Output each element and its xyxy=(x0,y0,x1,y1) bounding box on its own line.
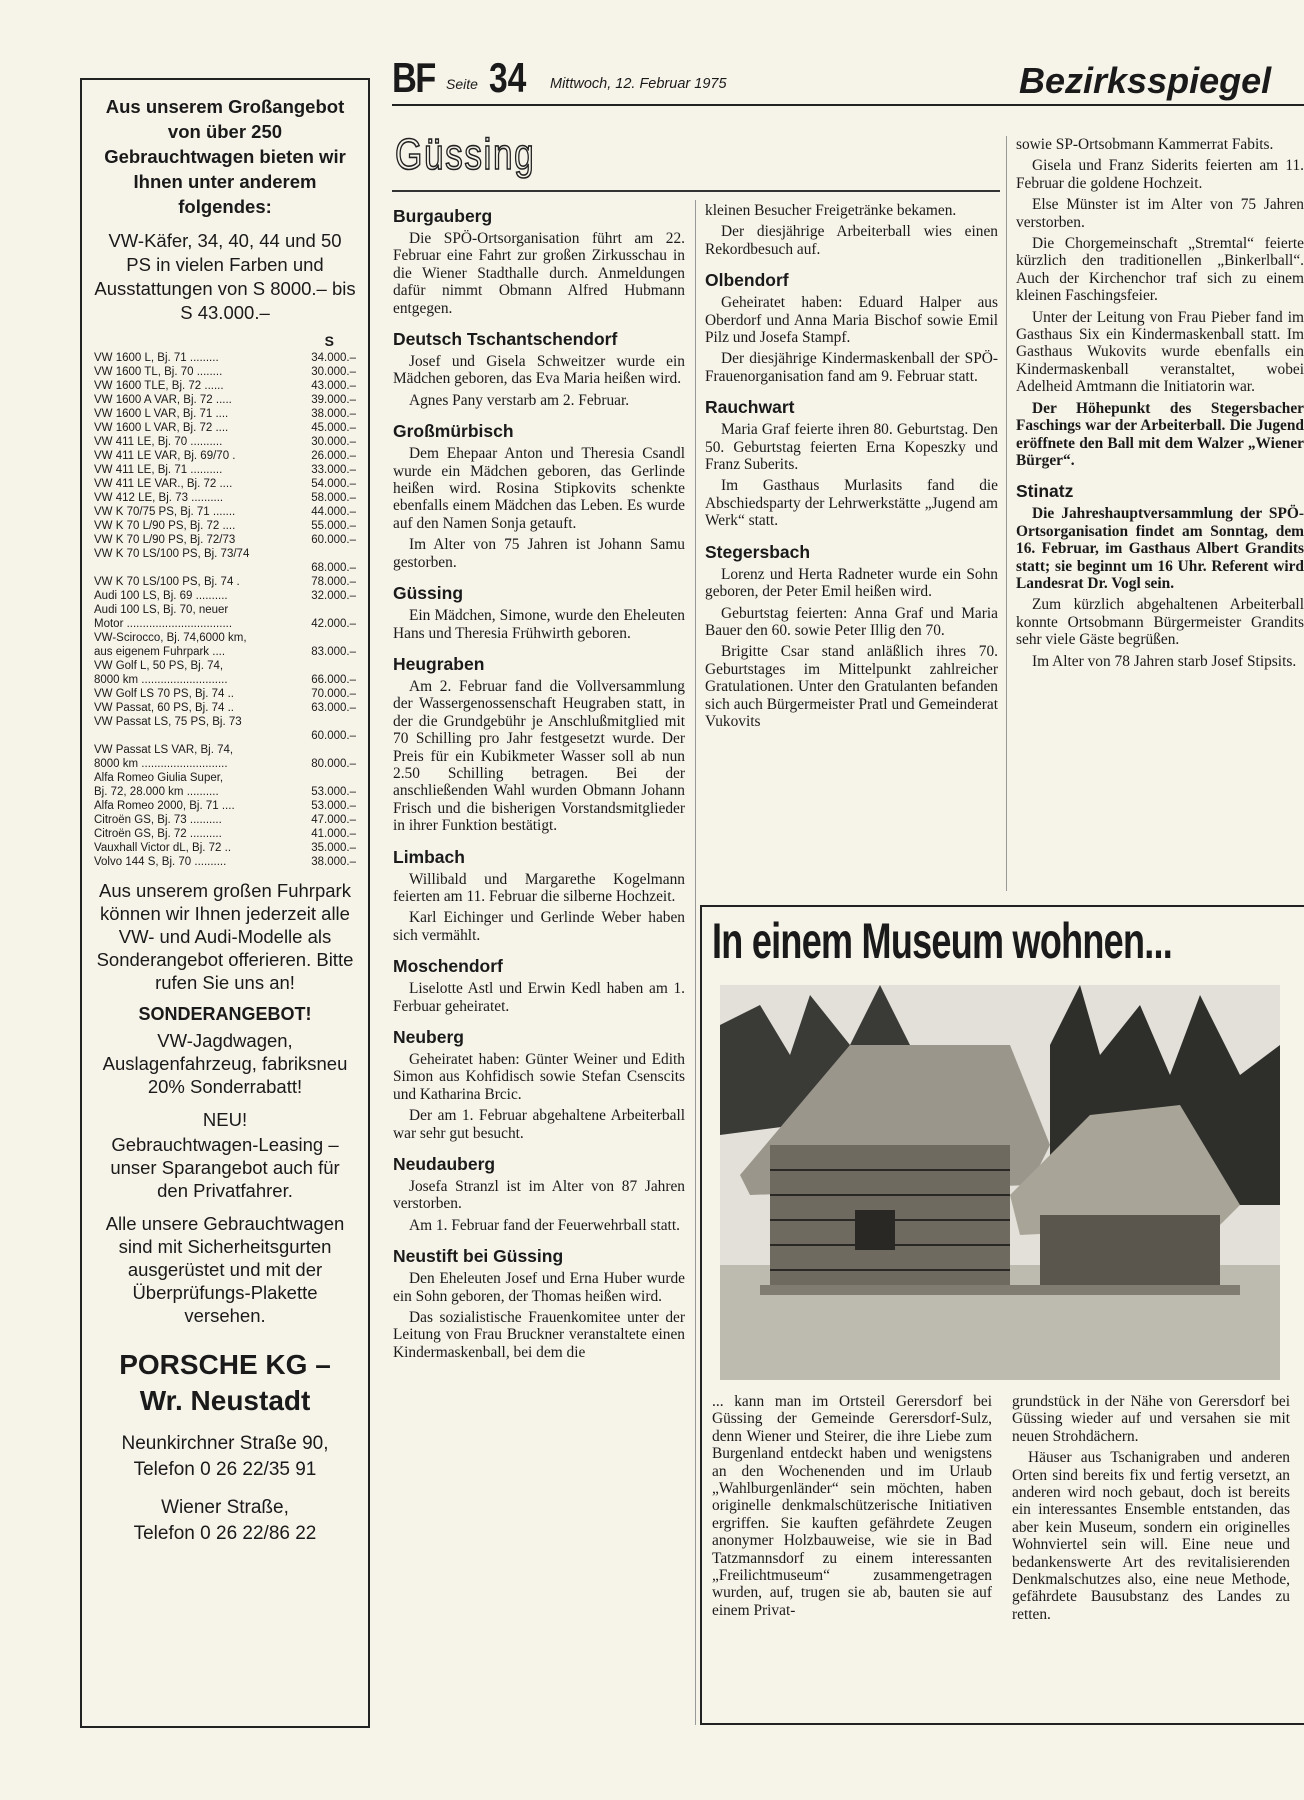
feature-paragraph: ... kann man im Ortsteil Gerersdorf bei Güssing der Gemeinde Gerersdorf-Sulz, denn Wiener und Steirer, die ihre Liebe zum Burgenland entdeckt haben und wenigstens an den Wochenenden und im Urlaub „Wahlburgenländer“ sein möchten, haben originelle denkmalschützerische Initiativen ergriffen. Sie kauften gefährdete Zeugen anonymer Holzbauweise, wie sie in Bad Tatzmannsdorf zu einem interessanten „Freilichtmuseum“ zusammengetragen wurden, auf, trugen sie ab, bauten sie auf einem Privat- xyxy=(712,1393,992,1619)
news-paragraph: Else Münster ist im Alter von 75 Jahren verstorben. xyxy=(1016,196,1304,231)
car-price-row xyxy=(94,631,356,645)
news-paragraph: Am 1. Februar fand der Feuerwehrball statt. xyxy=(409,1216,680,1234)
car-model: VW 411 LE VAR., Bj. 72 .... xyxy=(94,478,233,490)
car-price-row xyxy=(94,617,356,631)
car-price: 34.000.– xyxy=(311,352,356,364)
car-price: 32.000.– xyxy=(311,590,356,602)
news-paragraph: Lorenz und Herta Radneter wurde ein Sohn geboren, der Peter Emil heißen wird. xyxy=(705,565,998,601)
place-heading: Olbendorf xyxy=(705,270,789,291)
feature-paragraph: grundstück in der Nähe von Gerersdorf bei Güssing wieder auf und versahen sie mit neuen Strohdächern. xyxy=(1012,1393,1290,1445)
news-paragraph: Dem Ehepaar Anton und Theresia Csandl wurde ein Mädchen geboren, das Gerlinde heißen wird. Rosina Stipkovits schenkte ebenfalls einem Mädchen das Leben. Es wurde auf den Namen Sonja getauft. xyxy=(393,445,685,532)
feature-paragraph: Häuser aus Tschanigraben und anderen Orten sind bereits fix und fertig versetzt, an anderen wird noch gebaut, doch ist bereits ein interessantes Ensemble entstanden, das aber kein Museum, sondern ein originelles Wohnviertel sein will. Eine neue und bedankenswerte Art des revitalisierenden Denkmalschutzes also, eine neue Methode, gefährdete Bausubstanz des Landes zu retten. xyxy=(1012,1449,1290,1623)
car-dealer-ad xyxy=(80,78,370,1728)
car-model: VW 1600 L VAR, Bj. 72 .... xyxy=(94,422,229,434)
car-model xyxy=(94,561,293,575)
ad-safety-text: Alle unsere Gebrauchtwagen sind mit Sicherheitsgurten ausgerüstet und mit der Überprüfungs-Plakette versehen. xyxy=(105,1213,345,1326)
car-price-row xyxy=(94,701,356,715)
car-price-row xyxy=(94,673,356,687)
car-model: VW 1600 L, Bj. 71 ......... xyxy=(94,352,219,364)
news-paragraph: Unter der Leitung von Frau Pieber fand im Gasthaus Six ein Kindermaskenball statt. Im Gasthaus Wukovits wurde ebenfalls ein Kindermaskenball veranstaltet, wobei Adelheid Amtmann die Initiatorin war. xyxy=(1016,308,1304,396)
car-price: 63.000.– xyxy=(311,702,356,714)
car-model: VW K 70 L/90 PS, Bj. 72/73 xyxy=(94,534,236,546)
car-price: 30.000.– xyxy=(311,366,356,378)
car-price-row xyxy=(94,813,356,827)
car-model: VW 411 LE, Bj. 70 .......... xyxy=(94,436,223,448)
car-price: 54.000.– xyxy=(311,478,356,490)
car-price-row xyxy=(94,659,356,673)
car-model: 8000 km ........................... xyxy=(94,758,228,770)
car-price-row xyxy=(94,561,356,575)
car-price: 26.000.– xyxy=(311,450,356,462)
car-price-row xyxy=(94,743,356,757)
car-model: VW K 70 LS/100 PS, Bj. 74 . xyxy=(94,576,240,588)
car-model: VW Golf L, 50 PS, Bj. 74, xyxy=(94,660,224,672)
car-model: aus eigenem Fuhrpark .... xyxy=(94,646,226,658)
place-heading: Güssing xyxy=(393,583,464,604)
news-paragraph: Ein Mädchen, Simone, wurde den Eheleuten Hans und Theresia Frühwirth geboren. xyxy=(393,607,685,642)
car-price-row xyxy=(94,379,356,393)
car-model: Citroën GS, Bj. 72 .......... xyxy=(94,828,222,840)
news-column-3 xyxy=(1016,136,1304,674)
car-price: 47.000.– xyxy=(311,814,356,826)
news-paragraph: Maria Graf feierte ihren 80. Geburtstag. Den 50. Geburtstag feierten Erna Kopeszky und Franz Suberits. xyxy=(705,421,998,474)
dealer-name-line2: Wr. Neustadt xyxy=(139,1385,311,1416)
news-paragraph: Agnes Pany verstarb am 2. Februar. xyxy=(409,391,630,409)
car-price-row xyxy=(94,435,356,449)
car-price-row xyxy=(94,463,356,477)
feature-text-column-2 xyxy=(1012,1393,1290,1627)
car-price-row xyxy=(94,519,356,533)
car-price-row xyxy=(94,757,356,771)
car-price: 39.000.– xyxy=(311,394,356,406)
car-model: VW Passat LS VAR, Bj. 74, xyxy=(94,744,234,756)
news-column-1 xyxy=(393,202,685,1365)
car-price-row xyxy=(94,715,356,729)
car-model: Bj. 72, 28.000 km .......... xyxy=(94,786,219,798)
news-paragraph: kleinen Besucher Freigetränke bekamen. xyxy=(705,202,957,219)
car-price: 80.000.– xyxy=(311,758,356,770)
dealer-phone-1: Telefon 0 26 22/35 91 xyxy=(133,1459,317,1480)
issue-date: Mittwoch, 12. Februar 1975 xyxy=(550,76,727,92)
place-heading: Großmürbisch xyxy=(393,421,514,442)
car-price: 83.000.– xyxy=(311,646,356,658)
car-model: Citroën GS, Bj. 73 .......... xyxy=(94,814,222,826)
car-price: 45.000.– xyxy=(311,422,356,434)
news-paragraph: Gisela und Franz Siderits feierten am 11. Februar die goldene Hochzeit. xyxy=(1016,157,1304,192)
news-paragraph: Den Eheleuten Josef und Erna Huber wurde ein Sohn geboren, der Thomas heißen wird. xyxy=(393,1270,685,1305)
car-price-row xyxy=(94,855,356,869)
place-heading: Neudauberg xyxy=(393,1154,496,1175)
car-price xyxy=(293,659,356,673)
news-paragraph: Geheiratet haben: Eduard Halper aus Oberdorf und Anna Maria Bischof sowie Emil Pilz und Josefa Stampf. xyxy=(705,294,998,347)
news-paragraph: Das sozialistische Frauenkomitee unter der Leitung von Frau Bruckner veranstaltete einen Kindermaskenball, bei dem die xyxy=(393,1309,685,1361)
place-heading: Stinatz xyxy=(1016,481,1074,502)
car-model: Motor ................................. xyxy=(94,618,233,630)
car-price: 70.000.– xyxy=(311,688,356,700)
news-paragraph: Die Jahreshauptversammlung der SPÖ-Ortsorganisation findet am Sonntag, dem 16. Februar, im Gasthaus Albert Grandits statt; sie beginnt um 16 Uhr. Referent wird Landesrat Dr. Vogl sein. xyxy=(1016,505,1304,592)
car-price-list xyxy=(94,351,356,869)
car-price: 53.000.– xyxy=(311,786,356,798)
news-paragraph: Am 2. Februar fand die Vollversammlung der Wassergenossenschaft Heugraben statt, in der die Grundgebühr je Anschlußmitglied mit 70 Schilling pro Jahr festgesetzt wurde. Der Preis für ein Kubikmeter Wasser soll ab nun 2.50 Schilling betragen. Bei der anschließenden Wahl wurden Obmann Johann Frisch und die bisherigen Vorstandsmitglieder in ihrer Funktion bestätigt. xyxy=(393,677,685,835)
car-model: VW-Scirocco, Bj. 74,6000 km, xyxy=(94,632,247,644)
car-price-row xyxy=(94,393,356,407)
car-price: 33.000.– xyxy=(311,464,356,476)
car-model: VW Passat, 60 PS, Bj. 74 .. xyxy=(94,702,234,714)
news-paragraph: Im Alter von 75 Jahren ist Johann Samu gestorben. xyxy=(393,536,685,571)
car-price: 68.000.– xyxy=(311,562,356,574)
car-price: 55.000.– xyxy=(311,520,356,532)
car-price-row xyxy=(94,505,356,519)
car-model xyxy=(94,729,293,743)
car-model: VW K 70 L/90 PS, Bj. 72 .... xyxy=(94,520,236,532)
place-heading: Heugraben xyxy=(393,653,485,674)
news-paragraph: Geheiratet haben: Günter Weiner und Edith Simon aus Kohfidisch sowie Stefan Csenscits und Katharina Brcic. xyxy=(393,1051,685,1103)
column-divider xyxy=(1006,136,1007,891)
place-heading: Rauchwart xyxy=(705,397,795,418)
car-price-row xyxy=(94,547,356,561)
ad-fuhrpark-text: Aus unserem großen Fuhrpark können wir Ihnen jederzeit alle VW- und Audi-Modelle als Sonderangebot offerieren. Bitte rufen Sie uns an! xyxy=(96,880,354,993)
news-paragraph: Der Höhepunkt des Stegersbacher Faschings war der Arbeiterball. Die Jugend eröffnete den Ball mit dem Walzer „Wiener Bürger“. xyxy=(1016,399,1304,469)
car-price-row xyxy=(94,533,356,547)
dealer-address-1: Neunkirchner Straße 90, xyxy=(121,1433,329,1454)
ad-sonder-heading: SONDERANGEBOT! xyxy=(138,1004,312,1024)
car-price xyxy=(293,715,356,729)
place-heading: Burgauberg xyxy=(393,206,493,226)
ad-vw-range: VW-Käfer, 34, 40, 44 und 50 PS in vielen Farben und Ausstattungen von S 8000.– bis S 43.000.– xyxy=(94,230,356,323)
car-price: 66.000.– xyxy=(311,674,356,686)
car-price: 35.000.– xyxy=(311,842,356,854)
section-title: Bezirksspiegel xyxy=(1019,60,1272,101)
car-price-row xyxy=(94,785,356,799)
car-price-row xyxy=(94,827,356,841)
car-model: VW 412 LE, Bj. 73 .......... xyxy=(94,492,224,504)
news-paragraph: Im Alter von 78 Jahren starb Josef Stipsits. xyxy=(1032,652,1297,670)
car-model: VW K 70 LS/100 PS, Bj. 73/74 xyxy=(94,548,250,560)
page-title: Güssing xyxy=(395,130,536,179)
ad-intro: Aus unserem Großangebot von über 250 Gebrauchtwagen bieten wir Ihnen unter anderem folgendes: xyxy=(104,96,346,217)
car-price-row xyxy=(94,407,356,421)
news-paragraph: Die Chorgemeinschaft „Stremtal“ feierte kürzlich den traditionellen „Binkerlball“. Auch der Kirchenchor traf sich zu einem kleinen Faschingsfeier. xyxy=(1016,235,1304,305)
car-price-row xyxy=(94,799,356,813)
car-price: 44.000.– xyxy=(311,506,356,518)
car-price xyxy=(293,743,356,757)
header-rule xyxy=(392,104,1304,106)
news-paragraph: Im Gasthaus Murlasits fand die Abschiedsparty der Lehrwerkstätte „Jugend am Werk“ statt. xyxy=(705,477,998,530)
car-price: 38.000.– xyxy=(311,408,356,420)
ad-sonder-text: VW-Jagdwagen, Auslagenfahrzeug, fabriksneu 20% Sonderrabatt! xyxy=(102,1030,348,1097)
dealer-phone-2: Telefon 0 26 22/86 22 xyxy=(133,1523,317,1544)
car-price xyxy=(293,771,356,785)
car-price: 60.000.– xyxy=(311,730,356,742)
car-price: 60.000.– xyxy=(311,534,356,546)
car-price-row xyxy=(94,771,356,785)
car-model: VW 1600 A VAR, Bj. 72 ..... xyxy=(94,394,232,406)
car-model: Volvo 144 S, Bj. 70 .......... xyxy=(94,856,227,868)
car-price-row xyxy=(94,729,356,743)
news-paragraph: Die SPÖ-Ortsorganisation führt am 22. Februar eine Fahrt zur großen Zirkusschau in die Wiener Stadthalle durch. Anmeldungen dafür nimmt Obmann Alfred Hubmann entgegen. xyxy=(393,230,685,317)
car-price-row xyxy=(94,687,356,701)
news-paragraph: sowie SP-Ortsobmann Kammerrat Fabits. xyxy=(1016,136,1274,153)
page-header xyxy=(392,54,1304,106)
news-column-2 xyxy=(705,202,998,734)
column-divider xyxy=(695,200,696,1725)
car-model: VW 1600 L VAR, Bj. 71 .... xyxy=(94,408,229,420)
car-price-row xyxy=(94,365,356,379)
place-heading: Deutsch Tschantschendorf xyxy=(393,329,618,350)
car-price xyxy=(293,547,356,561)
place-heading: Neustift bei Güssing xyxy=(393,1246,564,1267)
news-paragraph: Brigitte Csar stand anläßlich ihres 70. Geburtstages im Mittelpunkt zahlreicher Gratulationen. Unter den Gratulanten befanden sich auch Bürgermeister Pratl und Gemeinderat Vukovits xyxy=(705,643,998,730)
place-heading: Limbach xyxy=(393,846,465,867)
news-paragraph: Liselotte Astl und Erwin Kedl haben am 1. Ferbuar geheiratet. xyxy=(393,980,685,1015)
news-paragraph: Der diesjährige Kindermaskenball der SPÖ-Frauenorganisation fand am 9. Februar statt. xyxy=(705,350,998,385)
news-paragraph: Josef und Gisela Schweitzer wurde ein Mädchen geboren, das Eva Maria heißen wird. xyxy=(393,353,685,388)
car-price: 78.000.– xyxy=(311,576,356,588)
car-price-row xyxy=(94,841,356,855)
car-price-row xyxy=(94,603,356,617)
car-price: 41.000.– xyxy=(311,828,356,840)
car-price-row xyxy=(94,449,356,463)
news-paragraph: Der diesjährige Arbeiterball wies einen Rekordbesuch auf. xyxy=(705,223,998,258)
dealer-name-line1: PORSCHE KG – xyxy=(119,1349,331,1380)
ad-neu-heading: NEU! xyxy=(202,1109,248,1130)
place-heading: Moschendorf xyxy=(393,956,503,977)
car-price: 42.000.– xyxy=(311,618,356,630)
title-rule xyxy=(392,190,1000,192)
car-model: VW 411 LE, Bj. 71 .......... xyxy=(94,464,223,476)
feature-headline: In einem Museum wohnen... xyxy=(712,913,1173,969)
car-model: VW 411 LE VAR, Bj. 69/70 . xyxy=(94,450,236,462)
place-heading: Neuberg xyxy=(393,1027,464,1047)
car-model: VW 1600 TLE, Bj. 72 ...... xyxy=(94,380,224,392)
car-price: 38.000.– xyxy=(311,856,356,868)
car-price-row xyxy=(94,351,356,365)
place-heading: Stegersbach xyxy=(705,541,811,562)
car-model: VW 1600 TL, Bj. 70 ........ xyxy=(94,366,223,378)
car-model: Audi 100 LS, Bj. 69 .......... xyxy=(94,590,228,602)
car-model: VW Golf LS 70 PS, Bj. 74 .. xyxy=(94,688,234,700)
car-price xyxy=(293,631,356,645)
car-price: 43.000.– xyxy=(311,380,356,392)
car-price: 53.000.– xyxy=(311,800,356,812)
car-price xyxy=(293,603,356,617)
car-price-row xyxy=(94,589,356,603)
car-price-row xyxy=(94,421,356,435)
news-paragraph: Der am 1. Februar abgehaltene Arbeiterball war sehr gut besucht. xyxy=(393,1107,685,1142)
car-price-row xyxy=(94,575,356,589)
newspaper-brand: BF xyxy=(392,54,435,101)
car-model: Alfa Romeo Giulia Super, xyxy=(94,772,224,784)
car-model: Audi 100 LS, Bj. 70, neuer xyxy=(94,604,229,616)
news-paragraph: Josefa Stranzl ist im Alter von 87 Jahren verstorben. xyxy=(393,1178,685,1213)
dealer-address-2: Wiener Straße, xyxy=(161,1497,289,1518)
car-model: Vauxhall Victor dL, Bj. 72 .. xyxy=(94,842,232,854)
price-currency-label: S xyxy=(324,333,334,349)
news-paragraph: Willibald und Margarethe Kogelmann feierten am 11. Februar die silberne Hochzeit. xyxy=(393,870,685,905)
car-price-row xyxy=(94,645,356,659)
news-paragraph: Geburtstag feierten: Anna Graf und Maria Bauer den 60. sowie Peter Illig den 70. xyxy=(705,604,998,639)
car-model: 8000 km ........................... xyxy=(94,674,228,686)
news-paragraph: Zum kürzlich abgehaltenen Arbeiterball konnte Ortsobmann Bürgermeister Grandits sehr viele Gäste begrüßen. xyxy=(1016,596,1304,649)
page-number: 34 xyxy=(489,54,527,101)
car-price-row xyxy=(94,477,356,491)
car-price: 30.000.– xyxy=(311,436,356,448)
thatched-houses-photo xyxy=(720,985,1280,1380)
car-model: Alfa Romeo 2000, Bj. 71 .... xyxy=(94,800,235,812)
car-price-row xyxy=(94,491,356,505)
car-model: VW K 70/75 PS, Bj. 71 ....... xyxy=(94,506,236,518)
ad-neu-text: Gebrauchtwagen-Leasing – unser Sparangebot auch für den Privatfahrer. xyxy=(110,1134,340,1201)
car-price: 58.000.– xyxy=(311,492,356,504)
page-label: Seite xyxy=(446,76,478,92)
feature-text-column-1 xyxy=(712,1393,992,1623)
news-paragraph: Karl Eichinger und Gerlinde Weber haben sich vermählt. xyxy=(393,909,685,944)
car-model: VW Passat LS, 75 PS, Bj. 73 xyxy=(94,716,242,728)
